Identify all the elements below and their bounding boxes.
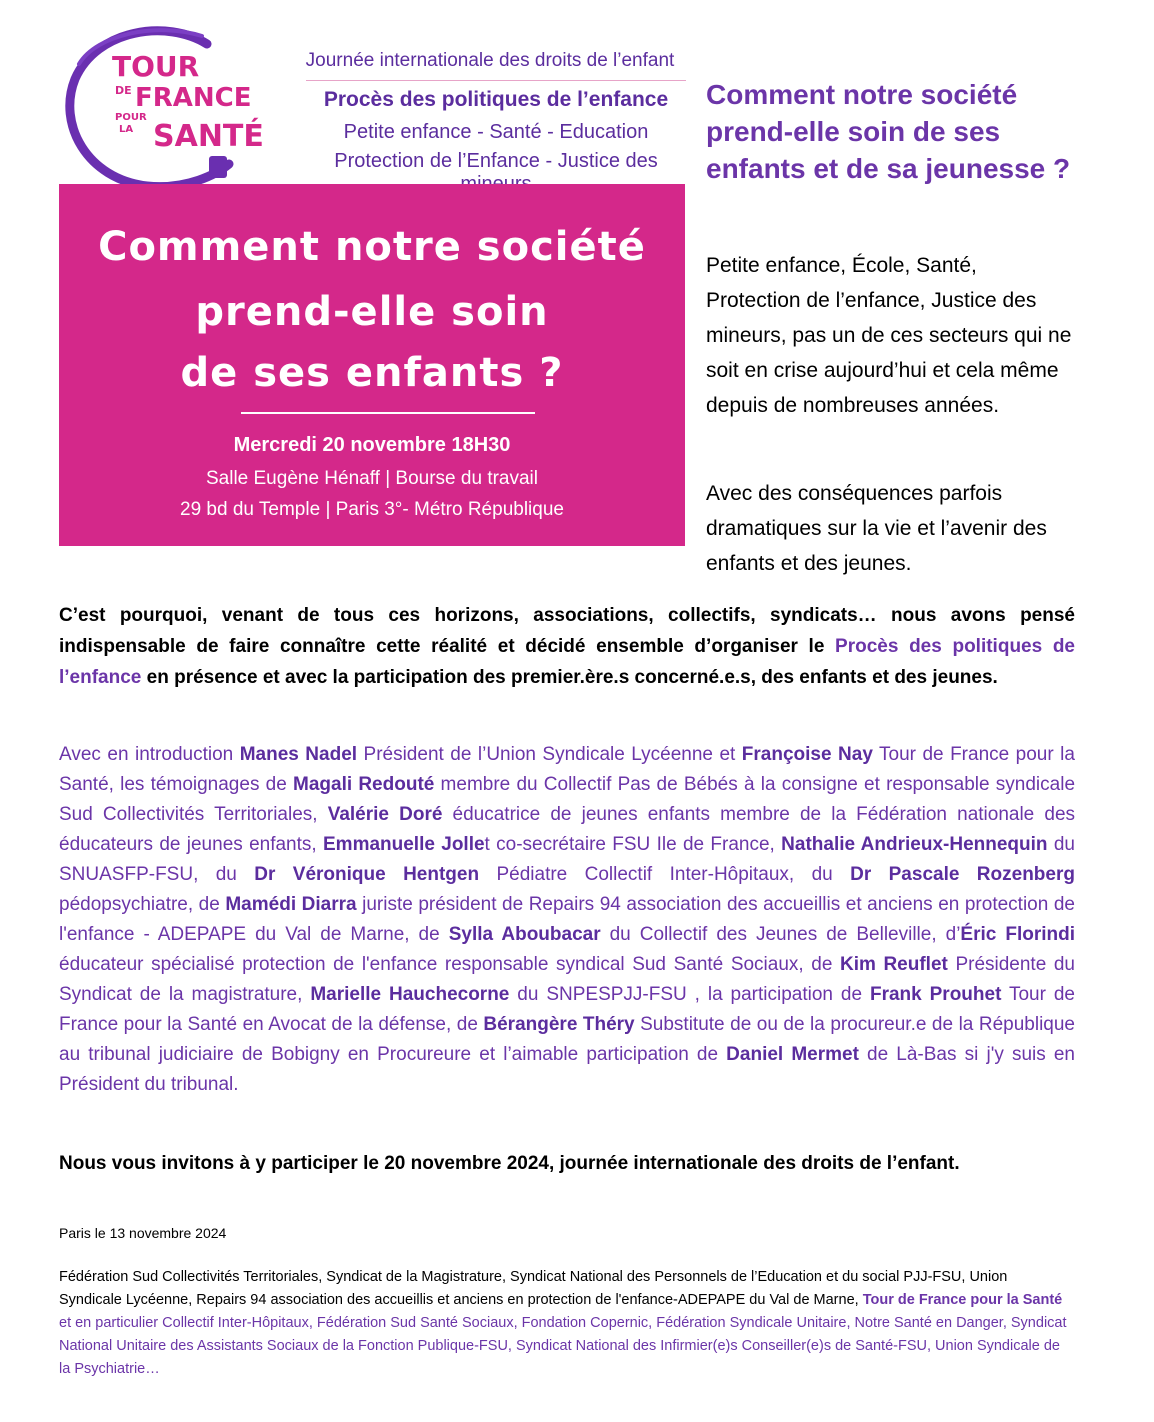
trial-title-link: Procès des politiques de l’enfance [59, 636, 1075, 688]
svg-text:SANTÉ: SANTÉ [153, 119, 264, 154]
participants-text: Tour de France pour la Santé, les témoignages de [59, 744, 1075, 795]
participants-text: membre du Collectif Pas de Bébés à la consigne et responsable syndicale Sud Collectivités Territoriales, [59, 774, 1076, 825]
participant-name: Kim Reuflet [839, 954, 948, 975]
participant-name: Frank Prouhet [869, 984, 1002, 1005]
right-paragraph-2: Avec des conséquences parfois dramatiques sur la vie et l’avenir des enfants et des jeunes. [706, 482, 1047, 575]
participants-text: du SNPESPJJ-FSU , la participation de [509, 984, 870, 1005]
banner-question-line-2: prend-elle soin [195, 289, 549, 335]
participants-text: Substitute de ou de la procureur.e de la République au tribunal judiciaire de Bobigny en Procureure et l’aimable participation de [59, 1014, 1075, 1065]
header-event-day: Journée internationale des droits de l’enfant [305, 50, 675, 71]
right-paragraph-1: Petite enfance, École, Santé, Protection de l’enfance, Justice des mineurs, pas un de ces secteurs qui ne soit en crise aujourd’hui et cela même depuis de nombreuses années. [706, 254, 1072, 417]
svg-text:DE: DE [115, 84, 132, 97]
participant-name: Manes Nadel [239, 744, 358, 765]
header-event-title: Procès des politiques de l’enfance [323, 88, 669, 111]
document-date: Paris le 13 novembre 2024 [59, 1225, 227, 1241]
banner-address: 29 bd du Temple | Paris 3°- Métro République [180, 499, 564, 520]
signatory-highlight: Tour de France pour la Santé [858, 1292, 1063, 1308]
header-topics-1: Petite enfance - Santé - Education [343, 121, 649, 143]
participants-text: du SNUASFP-FSU, du [59, 834, 1075, 885]
participants-text: Pédiatre Collectif Inter-Hôpitaux, du [479, 864, 851, 885]
participants-text: pédopsychiatre, de [59, 894, 226, 915]
participants-text: de Là-Bas si j'y suis en Président du tribunal. [59, 1044, 1076, 1095]
participants-text: Tour de France pour la Santé en Avocat de la défense, de [59, 984, 1075, 1035]
participant-name: Magali Redouté [293, 774, 435, 795]
svg-text:POUR: POUR [115, 112, 147, 123]
banner-question-line-3: de ses enfants ? [180, 350, 564, 396]
participants-text: Président de l’Union Syndicale Lycéenne et [357, 744, 742, 765]
logo-graphic [57, 24, 277, 194]
participant-name: Dr Véronique Hentgen [254, 864, 480, 885]
participant-name: Emmanuelle Jolle [323, 834, 485, 855]
banner-venue: Salle Eugène Hénaff | Bourse du travail [205, 468, 539, 489]
invitation-paragraph: Nous vous invitons à y participer le 20 novembre 2024, journée internationale des droits de l’enfant. [59, 1153, 960, 1174]
participants-text: juriste président de Repairs 94 association des accueillis et anciens en protection de l'enfance - ADEPAPE du Val de Marne, de [59, 894, 1075, 945]
signatories [59, 1266, 1069, 1381]
participants-text: éducateur spécialisé protection de l'enfance responsable syndical Sud Santé Sociaux, de [59, 954, 840, 975]
right-title: Comment notre société prend-elle soin de ses enfants et de sa jeunesse ? [706, 79, 1071, 184]
participant-name: Valérie Doré [327, 804, 443, 825]
participants-text: éducatrice de jeunes enfants membre de la Fédération nationale des éducateurs de jeunes enfants, [59, 804, 1076, 855]
participants-text: t co-secrétaire FSU Ile de France, [484, 834, 782, 855]
participant-name: Daniel Mermet [726, 1044, 859, 1065]
participant-name: Nathalie Andrieux-Hennequin [781, 834, 1048, 855]
intro-text-b: en présence et avec la participation des premier.ère.s concerné.e.s, des enfants et des jeunes. [141, 667, 998, 688]
participant-name: Marielle Hauchecorne [310, 984, 510, 1005]
banner-question-line-1: Comment notre société [98, 224, 646, 270]
participant-name: Bérangère Théry [483, 1014, 635, 1035]
participant-name: Dr Pascale Rozenberg [850, 864, 1075, 885]
participant-name: Éric Florindi [960, 924, 1075, 945]
participant-name: Mamédi Diarra [225, 894, 357, 915]
banner-date: Mercredi 20 novembre 18H30 [233, 434, 511, 456]
event-banner [59, 184, 685, 546]
participants-text: Présidente du Syndicat de la magistrature, [59, 954, 1075, 1005]
header-divider [306, 80, 686, 81]
intro-text-a: C’est pourquoi, venant de tous ces horizons, associations, collectifs, syndicats… nous avons pensé indispensable de faire connaître cette réalité et décidé ensemble d’organiser le [59, 605, 1075, 657]
header-topics-2: Protection de l’Enfance - Justice des [334, 150, 658, 172]
participant-name: Sylla Aboubacar [448, 924, 601, 945]
banner-divider [241, 412, 535, 414]
svg-text:FRANCE: FRANCE [135, 83, 252, 113]
tour-de-france-sante-logo [57, 24, 277, 194]
svg-text:TOUR: TOUR [112, 50, 200, 83]
participants-text: du Collectif des Jeunes de Belleville, d’ [600, 924, 961, 945]
participants-paragraph [59, 740, 1075, 1100]
signatories-text-a: Fédération Sud Collectivités Territoriales, Syndicat de la Magistrature, Syndicat National des Personnels de l’Education et du social PJJ-FSU, Union Syndicale Lycéenne, Repairs 94 association des accueillis et anciens en protection de l'enfance-ADEPAPE du Val de Marne, [59, 1269, 1008, 1308]
svg-text:LA: LA [119, 124, 134, 135]
signatories-text-b: et en particulier Collectif Inter-Hôpitaux, Fédération Sud Santé Sociaux, Fondation Copernic, Fédération Syndicale Unitaire, Notre Santé en Danger, Syndicat National Unitaire des Assistants Sociaux de la Fonction Publique-FSU, Syndicat National des Infirmier(e)s Conseiller(e)s de Santé-FSU, Union Syndicale de la Psychiatrie… [59, 1315, 1067, 1377]
intro-paragraph [59, 600, 1075, 693]
participant-name: Françoise Nay [741, 744, 873, 765]
participants-text: Avec en introduction [59, 744, 240, 765]
